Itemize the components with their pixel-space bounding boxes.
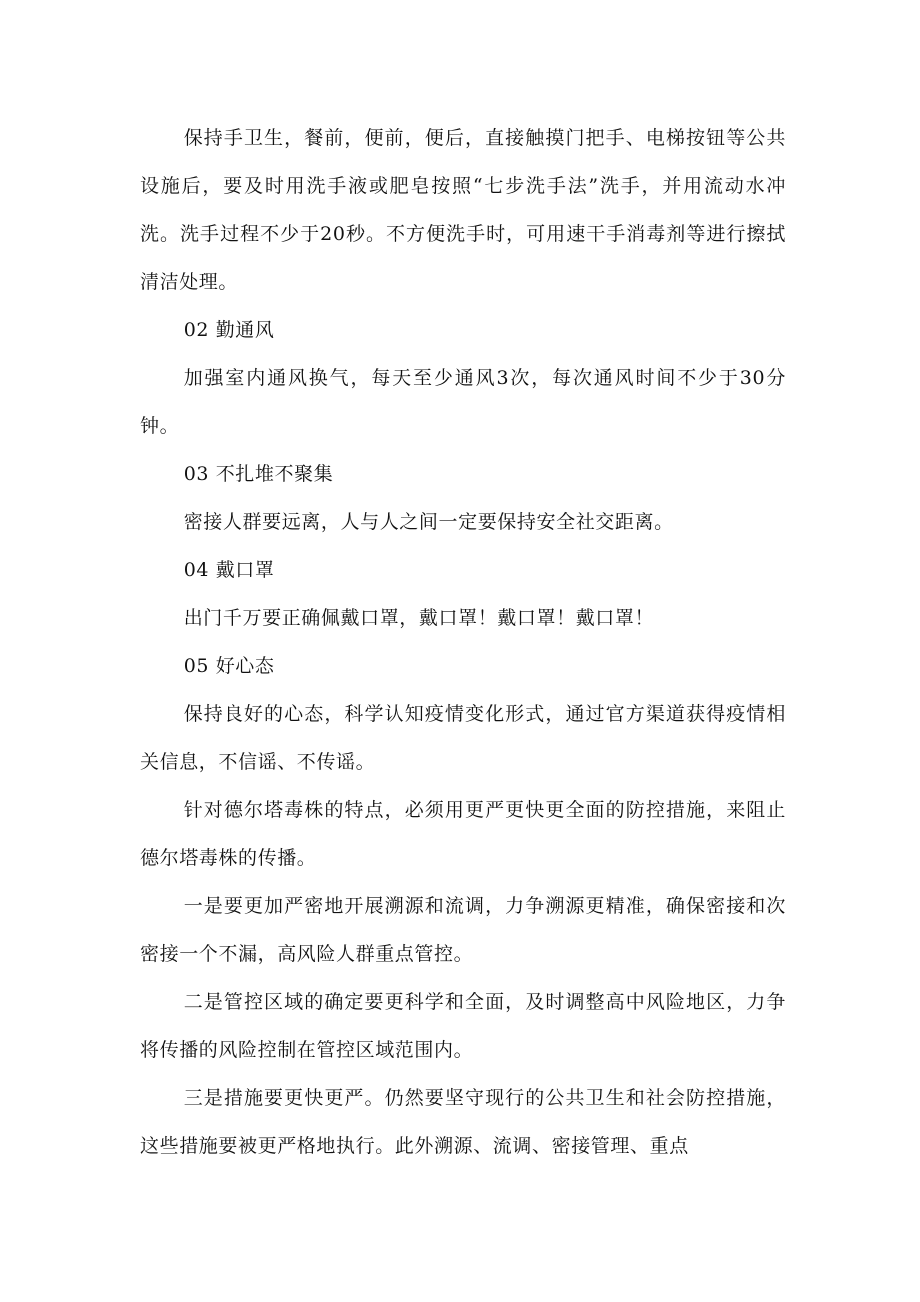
paragraph-delta-measures: 针对德尔塔毒株的特点，必须用更严更快更全面的防控措施，来阻止德尔塔毒株的传播。 xyxy=(140,799,786,869)
paragraph-hand-hygiene: 保持手卫生，餐前，便前，便后，直接触摸门把手、电梯按钮等公共设施后，要及时用洗手液或肥皂按照“七步洗手法”洗手，并用流动水冲洗。洗手过程不少于20秒。不方便洗手时，可用速干手消毒剂等进行擦拭清洁处理。 xyxy=(140,127,786,293)
paragraph-good-mindset: 保持良好的心态，科学认知疫情变化形式，通过官方渠道获得疫情相关信息，不信谣、不传谣。 xyxy=(140,703,786,773)
heading-good-mindset: 05 好心态 xyxy=(183,655,275,677)
heading-no-gathering: 03 不扎堆不聚集 xyxy=(183,463,334,485)
paragraph-measure-two: 二是管控区域的确定要更科学和全面，及时调整高中风险地区，力争将传播的风险控制在管控区域范围内。 xyxy=(140,991,786,1061)
document-body xyxy=(140,114,786,1170)
paragraph-measure-three: 三是措施要更快更严。仍然要坚守现行的公共卫生和社会防控措施，这些措施要被更严格地执行。此外溯源、流调、密接管理、重点 xyxy=(140,1087,786,1157)
paragraph-no-gathering: 密接人群要远离，人与人之间一定要保持安全社交距离。 xyxy=(183,511,674,533)
paragraph-wear-mask: 出门千万要正确佩戴口罩，戴口罩！戴口罩！戴口罩！ xyxy=(183,607,655,629)
heading-ventilation: 02 勤通风 xyxy=(183,319,275,341)
heading-wear-mask: 04 戴口罩 xyxy=(183,559,275,581)
paragraph-measure-one: 一是要更加严密地开展溯源和流调，力争溯源更精准，确保密接和次密接一个不漏，高风险人群重点管控。 xyxy=(140,895,786,965)
paragraph-ventilation: 加强室内通风换气，每天至少通风3次，每次通风时间不少于30分钟。 xyxy=(140,367,786,437)
